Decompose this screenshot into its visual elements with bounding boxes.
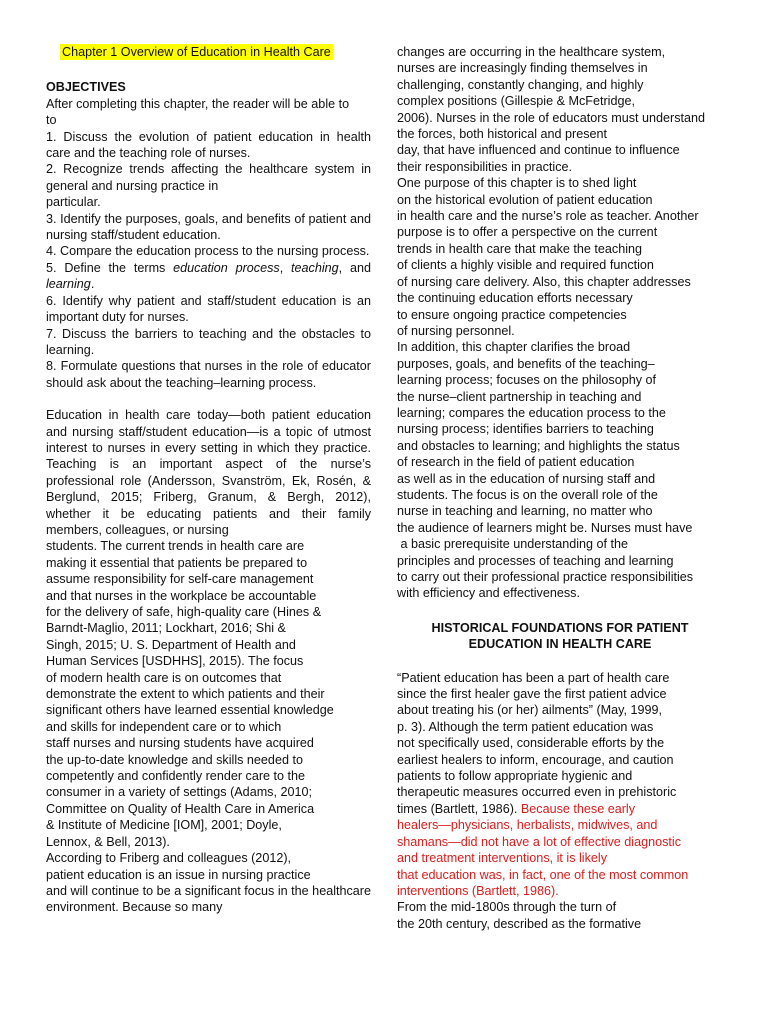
text-line: interventions (Bartlett, 1986).: [397, 883, 559, 898]
text-line: changes are occurring in the healthcare system,: [397, 45, 666, 59]
body-paragraph: Education in health care today—both patient education and nursing staff/student education—is a topic of utmost interest to nurses in every setting in which they practice. Teaching is an important aspect of the nurse’s professional role (Andersson, Svanström, Ek, Rosén, & Berglund, 2015; Friberg, Granum, & Bergh, 2012), whether it be educating patients and their family members, colleagues, or nursing: [46, 408, 371, 537]
text-line: the continuing education efforts necessary: [397, 291, 633, 306]
text-line: According to Friberg and colleagues (2012),: [46, 851, 292, 866]
objective-item: 6. Identify why patient and staff/student education is an important duty for nurses.: [46, 293, 371, 325]
text-line: not specifically used, considerable efforts by the: [397, 736, 665, 751]
text-line: the 20th century, described as the formative: [397, 916, 642, 931]
chapter-title-row: [46, 44, 371, 60]
objective-item: 4. Compare the education process to the nursing process.: [46, 244, 370, 259]
section-heading: HISTORICAL FOUNDATIONS FOR PATIENT EDUCATION IN HEALTH CARE: [431, 620, 689, 652]
body-paragraph: 2006). Nurses in the role of educators must understand: [397, 110, 706, 125]
text-line: since the first healer gave the first patient advice: [397, 687, 667, 702]
text-line: and that nurses in the workplace be accountable: [46, 588, 317, 603]
text-line: learning process; focuses on the philosophy of: [397, 373, 657, 388]
body-lines: [46, 538, 371, 883]
text-line: One purpose of this chapter is to shed light: [397, 176, 637, 191]
text-line: Barndt-Maglio, 2011; Lockhart, 2016; Shi &: [46, 621, 286, 636]
text-line: learning; compares the education process to the: [397, 405, 666, 420]
text-line: Singh, 2015; U. S. Department of Health and: [46, 637, 296, 652]
body-paragraph: and will continue to be a significant focus in the healthcare environment. Because so many: [46, 883, 371, 915]
text-line: trends in health care that make the teaching: [397, 241, 643, 256]
text-line: assume responsibility for self-care management: [46, 572, 314, 587]
text-line: the nurse–client partnership in teaching and: [397, 389, 642, 404]
text-line: on the historical evolution of patient education: [397, 192, 653, 207]
text-line: for the delivery of safe, high-quality care (Hines &: [46, 605, 322, 619]
text-line: of clients a highly visible and required function: [397, 258, 654, 273]
text-line: p. 3). Although the term patient education was: [397, 719, 654, 734]
text-line: and obstacles to learning; and highlights the status: [397, 438, 680, 453]
text-line: competently and confidently render care to the: [46, 769, 306, 784]
text-line: and skills for independent care or to which: [46, 719, 282, 734]
text-line: In addition, this chapter clarifies the broad: [397, 340, 631, 355]
text-line: Lennox, & Bell, 2013).: [46, 834, 170, 849]
text-line: therapeutic measures occurred even in prehistoric: [397, 785, 677, 800]
body-lines: [397, 670, 723, 801]
text-line: of modern health care is on outcomes that: [46, 670, 282, 685]
text-line: Human Services [USDHHS], 2015). The focus: [46, 654, 304, 669]
objective-item: 3. Identify the purposes, goals, and benefits of patient and nursing staff/student education.: [46, 211, 371, 243]
text-line: nurse in teaching and learning, no matter who: [397, 504, 653, 519]
text-line: nurses are increasingly finding themselves in: [397, 61, 648, 76]
text-line: significant others have learned essential knowledge: [46, 703, 334, 718]
text-line: demonstrate the extent to which patients and their: [46, 687, 325, 702]
text-line: the up-to-date knowledge and skills needed to: [46, 752, 303, 767]
text-line: patient education is an issue in nursing practice: [46, 867, 311, 882]
body-lines: [397, 224, 723, 601]
red-text: Because these early: [520, 801, 636, 816]
text-line: students. The focus is on the overall role of the: [397, 487, 658, 502]
text-line: about treating his (or her) ailments” (May, 1999,: [397, 703, 663, 718]
text-line: purposes, goals, and benefits of the teaching–: [397, 356, 655, 371]
text-line: patients to follow appropriate hygienic and: [397, 769, 633, 784]
text-line: their responsibilities in practice.: [397, 159, 572, 174]
text-line: a basic prerequisite understanding of the: [397, 537, 629, 552]
text-line: and treatment interventions, it is likely: [397, 851, 607, 866]
left-column: [46, 44, 371, 916]
text-line: “Patient education has been a part of health care: [397, 670, 670, 685]
mixed-color-line: times (Bartlett, 1986). Because these early: [397, 801, 636, 816]
text-line: principles and processes of teaching and learning: [397, 553, 674, 568]
text-line: that education was, in fact, one of the most common: [397, 867, 689, 882]
text-line: From the mid-1800s through the turn of: [397, 900, 617, 915]
objective-item: 1. Discuss the evolution of patient education in health care and the teaching role of nurses.: [46, 129, 371, 161]
text-line: healers—physicians, herbalists, midwives, and: [397, 818, 658, 833]
body-lines: [397, 126, 723, 208]
objective-item: 2. Recognize trends affecting the healthcare system in general and nursing practice in: [46, 162, 371, 193]
text-line: of nursing care delivery. Also, this chapter addresses: [397, 274, 691, 289]
text-line: day, that have influenced and continue to influence: [397, 143, 680, 158]
red-text-lines: [397, 817, 723, 899]
objective-item: 7. Discuss the barriers to teaching and the obstacles to learning.: [46, 326, 371, 357]
text-line: the forces, both historical and present: [397, 127, 608, 142]
text-line: of research in the field of patient education: [397, 455, 635, 470]
text-line: making it essential that patients be prepared to: [46, 555, 308, 570]
text-line: & Institute of Medicine [IOM], 2001; Doyle,: [46, 818, 282, 833]
objectives-to: to: [46, 113, 57, 128]
text-line: shamans—did not have a lot of effective diagnostic: [397, 834, 681, 849]
body-paragraph: in health care and the nurse’s role as teacher. Another: [397, 209, 699, 224]
text-line: complex positions (Gillespie & McFetridge,: [397, 94, 635, 109]
text-line: of nursing personnel.: [397, 323, 515, 338]
text-line: students. The current trends in health care are: [46, 539, 305, 554]
text-line: as well as in the education of nursing staff and: [397, 471, 656, 486]
text-line: staff nurses and nursing students have acquired: [46, 736, 314, 751]
objective-item: 8. Formulate questions that nurses in the role of educator should ask about the teaching–learning process.: [46, 359, 371, 390]
text-line: earliest healers to inform, encourage, and caution: [397, 752, 674, 767]
text-line: the audience of learners might be. Nurses must have: [397, 520, 693, 535]
text-line: with efficiency and effectiveness.: [397, 586, 580, 601]
text-line: purpose is to offer a perspective on the current: [397, 225, 658, 240]
text-line: Committee on Quality of Health Care in America: [46, 801, 315, 816]
body-lines: [397, 44, 723, 110]
body-lines: [397, 899, 723, 932]
objectives-intro: After completing this chapter, the reader will be able to: [46, 96, 350, 111]
text-line: nursing process; identifies barriers to teaching: [397, 422, 654, 437]
objectives-heading: OBJECTIVES: [46, 80, 126, 95]
right-column: [397, 44, 723, 932]
objective-item-5: 5. Define the terms education process, teaching, and learning.: [46, 260, 372, 292]
objective-item: particular.: [46, 195, 101, 210]
text-line: challenging, constantly changing, and highly: [397, 77, 644, 92]
text-line: to carry out their professional practice responsibilities: [397, 570, 694, 584]
chapter-title: Chapter 1 Overview of Education in Health Care: [62, 45, 331, 59]
text-line: consumer in a variety of settings (Adams, 2010;: [46, 785, 312, 800]
text-line: to ensure ongoing practice competencies: [397, 307, 627, 322]
